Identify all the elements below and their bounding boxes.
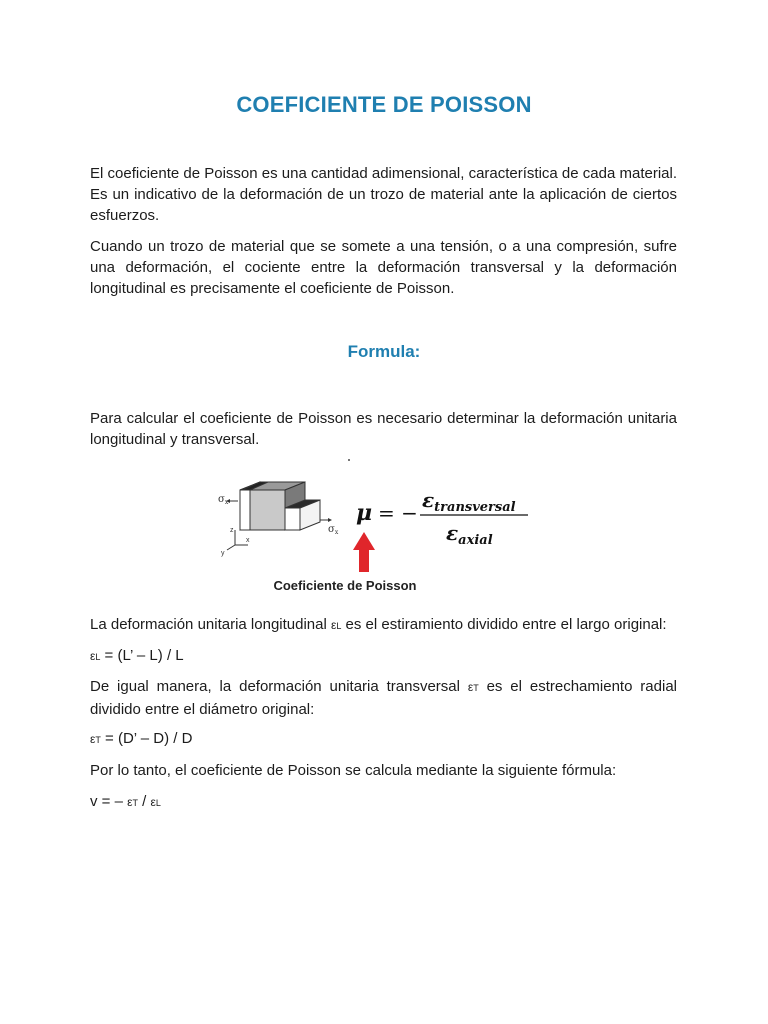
formula-equals: = − — [378, 501, 418, 525]
definition-paragraph: Cuando un trozo de material que se somete a una tensión, o a una compresión, sufre una deformación, el cociente entre la deformación transversal y la deformación longitudinal es precisamente el coeficiente de Poisson. — [90, 238, 677, 297]
poisson-figure — [210, 460, 550, 600]
calculation-paragraph: Para calcular el coeficiente de Poisson es necesario determinar la deformación unitaria longitudinal y transversal. — [90, 410, 677, 448]
transversal-equation: εT = (D’ – D) / D — [90, 730, 193, 747]
formula-heading: Formula: — [347, 342, 421, 361]
coordinate-axes-icon — [221, 527, 250, 557]
longitudinal-paragraph: La deformación unitaria longitudinal εL es el estiramiento dividido entre el largo original: — [90, 616, 667, 633]
axis-z-label: z — [230, 527, 234, 534]
red-up-arrow-icon — [353, 532, 375, 572]
poisson-equation: v = – εT / εL — [90, 793, 161, 810]
formula-numerator: $\varepsilon_{transversal}$ — [422, 488, 516, 515]
transversal-paragraph: De igual manera, la deformación unitaria transversal εT es el estrechamiento radial dividido entre el diámetro original: — [90, 678, 677, 718]
sigma-right-label: $\sigma_x$ — [328, 524, 339, 536]
stress-arrow-right-icon — [320, 518, 332, 522]
conclusion-paragraph: Por lo tanto, el coeficiente de Poisson se calcula mediante la siguiente fórmula: — [90, 762, 617, 779]
formula-denominator: $\varepsilon_{axial}$ — [446, 521, 493, 548]
material-block-icon — [240, 482, 320, 530]
mu-symbol: μ — [356, 500, 373, 526]
sigma-left-label: $\sigma_x$ — [218, 494, 229, 506]
longitudinal-equation: εL = (L’ – L) / L — [90, 647, 184, 664]
figure-caption: Coeficiente de Poisson — [273, 578, 417, 593]
axis-y-label: y — [221, 550, 225, 557]
document-title: COEFICIENTE DE POISSON — [236, 92, 532, 117]
axis-x-label: x — [246, 537, 250, 544]
intro-paragraph: El coeficiente de Poisson es una cantidad adimensional, característica de cada material. Es un indicativo de la deformación de un trozo de material ante la aplicación de ciertos esfuerzos. — [90, 165, 677, 224]
